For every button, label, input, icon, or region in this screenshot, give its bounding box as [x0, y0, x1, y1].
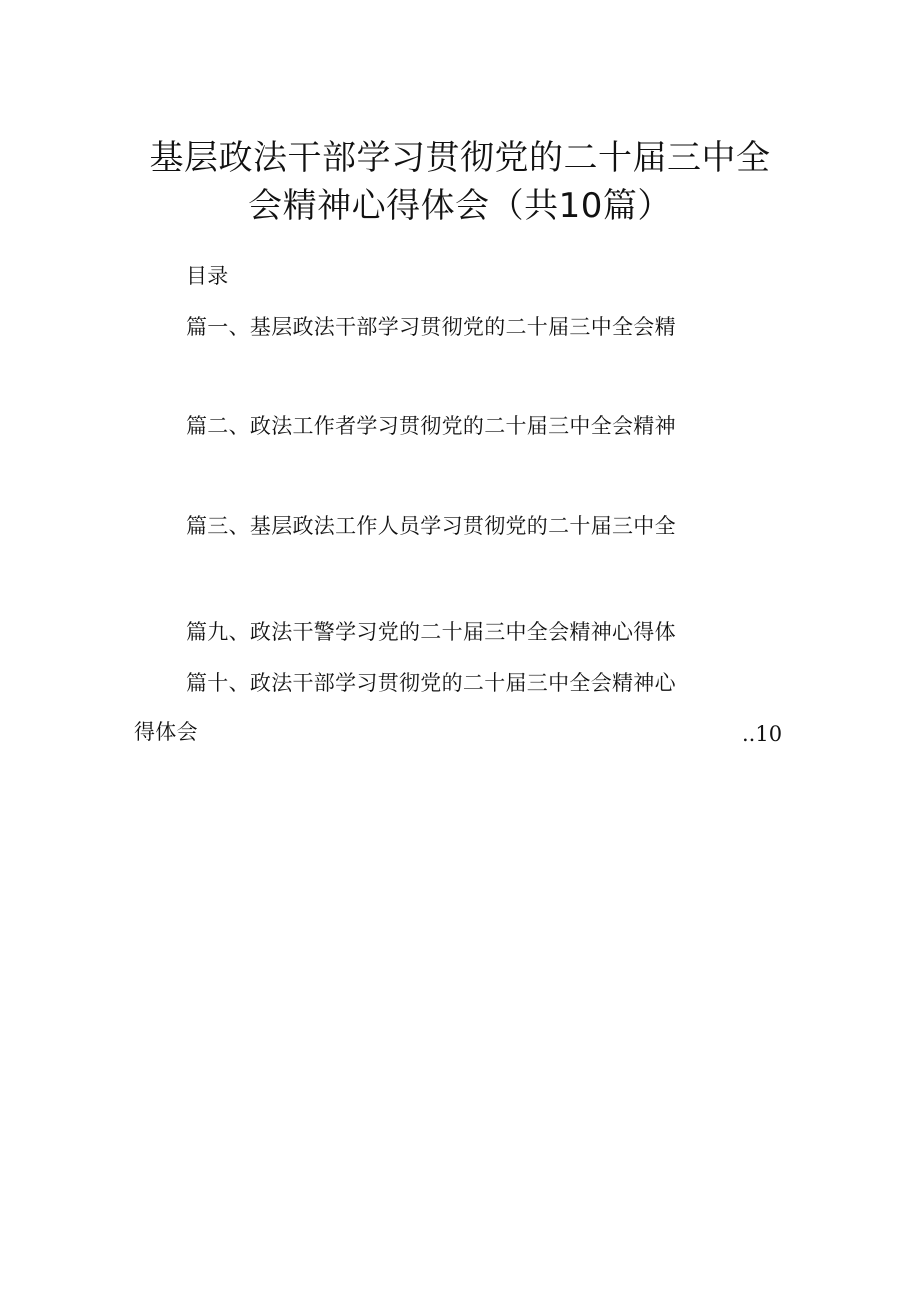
toc-entry-page-number: ..10 [742, 722, 783, 746]
toc-entry[interactable]: 篇三、基层政法工作人员学习贯彻党的二十届三中全 [186, 514, 676, 538]
toc-entry[interactable]: 篇二、政法工作者学习贯彻党的二十届三中全会精神 [186, 414, 676, 438]
toc-entry[interactable]: 篇十、政法干部学习贯彻党的二十届三中全会精神心 [186, 671, 676, 695]
toc-entry-continuation[interactable]: 得体会 [134, 720, 198, 744]
document-title-line-2: 会精神心得体会（共10篇） [248, 186, 672, 226]
document-title-line-1: 基层政法干部学习贯彻党的二十届三中全 [149, 138, 771, 178]
toc-entry[interactable]: 篇一、基层政法干部学习贯彻党的二十届三中全会精 [186, 315, 676, 339]
toc-entry[interactable]: 篇九、政法干警学习党的二十届三中全会精神心得体 [186, 620, 676, 644]
toc-heading: 目录 [186, 264, 229, 288]
